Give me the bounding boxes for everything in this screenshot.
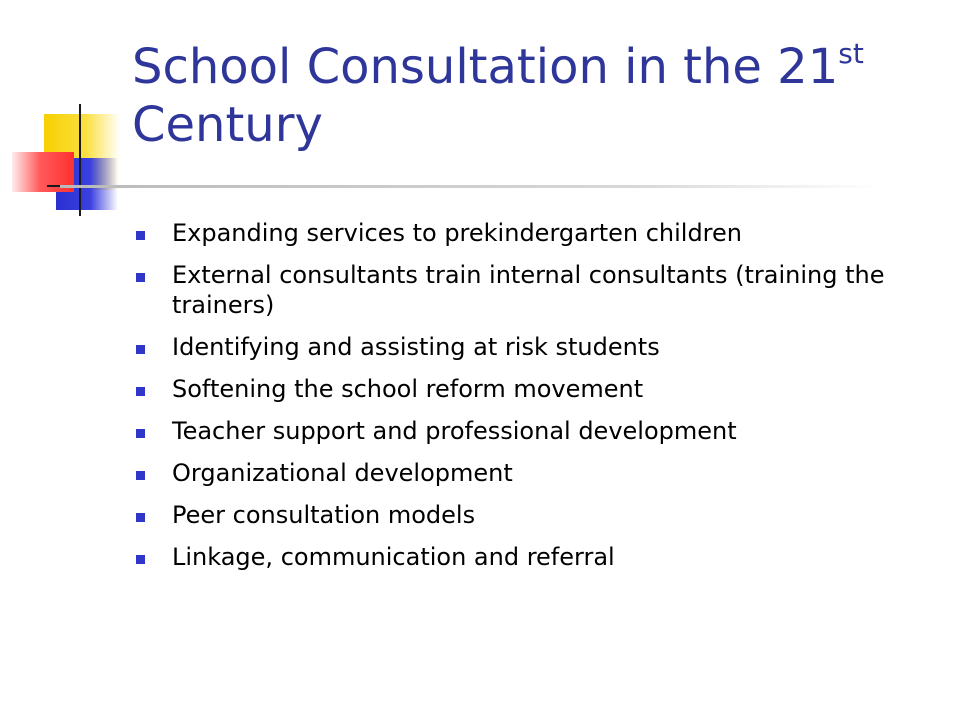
square-bullet-icon (136, 513, 145, 522)
bullet-item (132, 416, 932, 446)
square-bullet-icon (136, 555, 145, 564)
bullet-list (132, 218, 932, 584)
bullet-item (132, 500, 932, 530)
title-underline-rule (60, 185, 880, 188)
bullet-text: Linkage, communication and referral (172, 543, 615, 571)
corner-decoration-vertical-line (79, 104, 81, 216)
slide-title-superscript: st (838, 37, 864, 70)
bullet-item (132, 260, 932, 320)
square-bullet-icon (136, 387, 145, 396)
square-bullet-icon (136, 471, 145, 480)
bullet-item (132, 332, 932, 362)
bullet-text: Softening the school reform movement (172, 375, 644, 403)
bullet-text: Teacher support and professional development (172, 417, 737, 445)
bullet-item (132, 374, 932, 404)
square-bullet-icon (136, 231, 145, 240)
bullet-item (132, 458, 932, 488)
bullet-text: External consultants train internal consultants (training the trainers) (172, 261, 885, 319)
square-bullet-icon (136, 273, 145, 282)
bullet-text: Organizational development (172, 459, 513, 487)
slide-title-line2: Century (132, 97, 323, 153)
slide-title-main: School Consultation in the 21 (132, 39, 839, 95)
bullet-item (132, 218, 932, 248)
bullet-text: Identifying and assisting at risk students (172, 333, 660, 361)
slide-title (132, 38, 932, 154)
bullet-text: Expanding services to prekindergarten children (172, 219, 742, 247)
bullet-item (132, 542, 932, 572)
square-bullet-icon (136, 429, 145, 438)
square-bullet-icon (136, 345, 145, 354)
bullet-text: Peer consultation models (172, 501, 476, 529)
